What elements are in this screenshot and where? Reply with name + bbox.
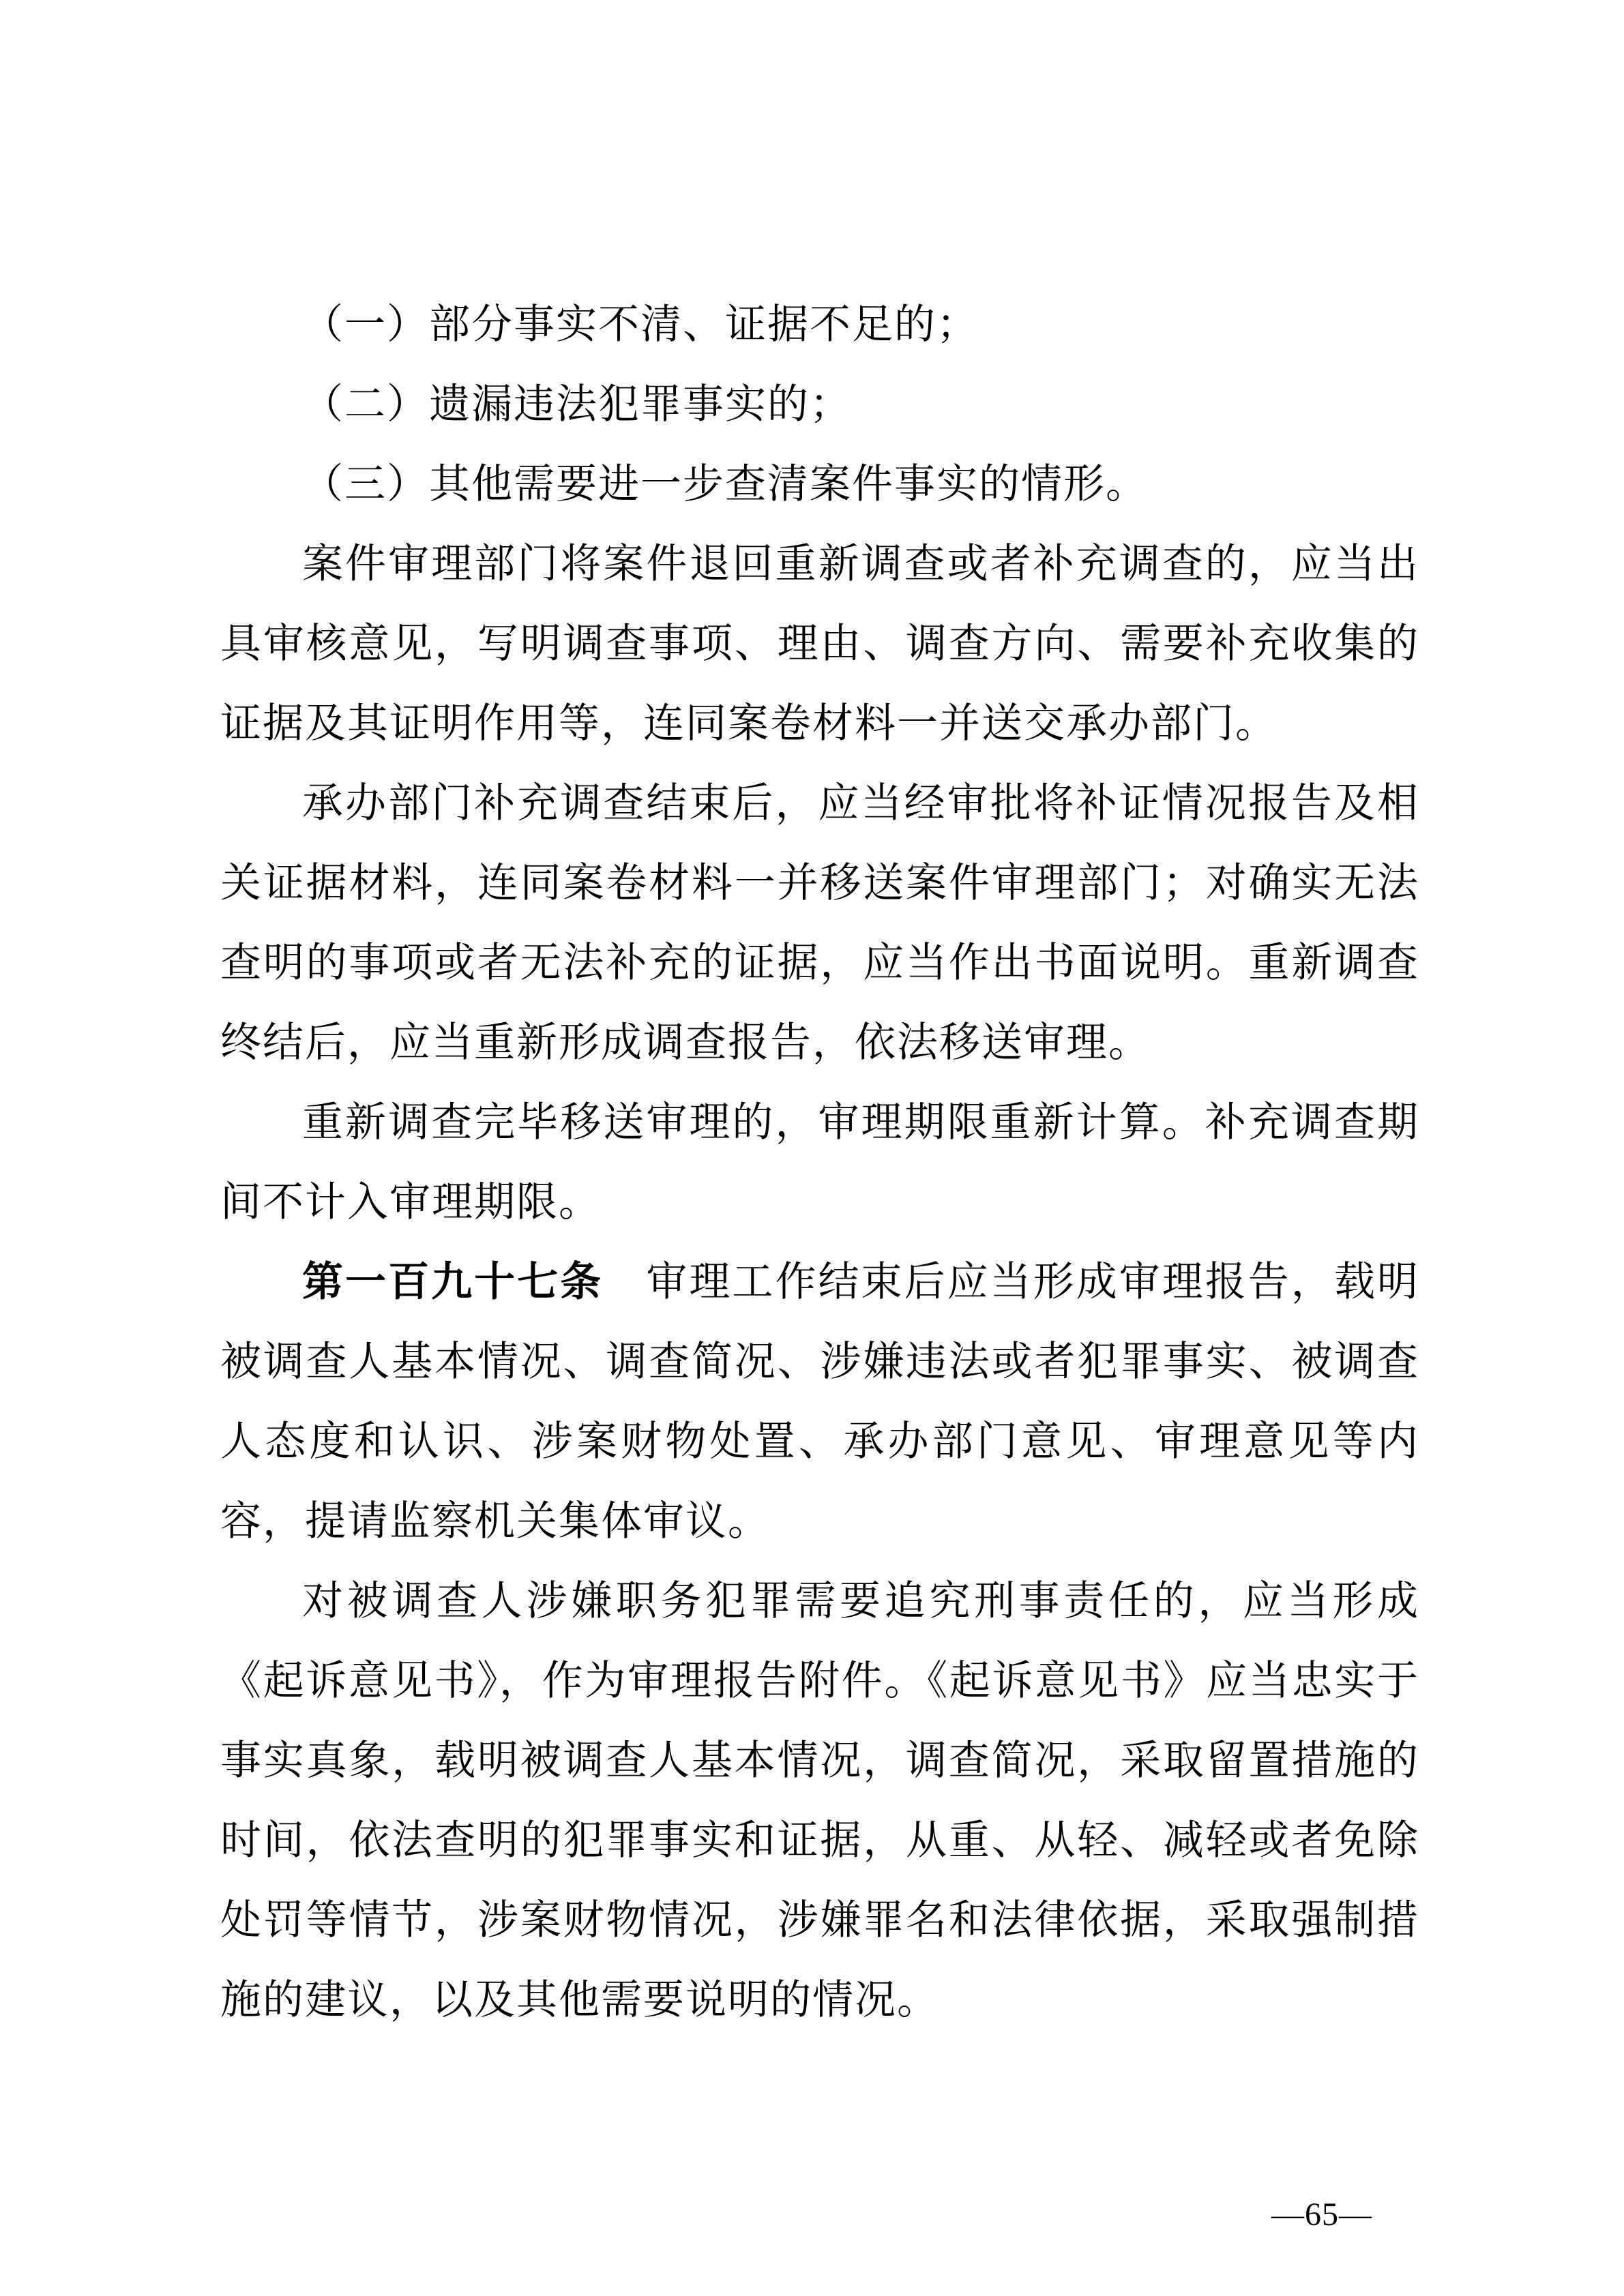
body-text <box>220 285 1419 2040</box>
paragraph-text: 审理工作结束后应当形成审理报告，载明被调查人基本情况、调查简况、涉嫌违法或者犯罪事实、被调查人态度和认识、涉案财物处置、承办部门意见、审理意见等内容，提请监察机关集体审议。 <box>220 1259 1420 1544</box>
paragraph <box>220 1242 1419 1562</box>
paragraph <box>220 365 1419 445</box>
paragraph <box>220 445 1419 524</box>
paragraph <box>220 764 1419 1083</box>
article-gap <box>603 1259 646 1304</box>
page-number: —65— <box>1271 2196 1372 2233</box>
paragraph-text: 承办部门补充调查结束后，应当经审批将补证情况报告及相关证据材料，连同案卷材料一并移送案件审理部门；对确实无法查明的事项或者无法补充的证据，应当作出书面说明。重新调查终结后，应当重新形成调查报告，依法移送审理。 <box>220 781 1419 1065</box>
paragraph-text: （二）遗漏违法犯罪事实的； <box>302 382 852 427</box>
paragraph-text: 案件审理部门将案件退回重新调查或者补充调查的，应当出具审核意见，写明调查事项、理由、调查方向、需要补充收集的证据及其证明作用等，连同案卷材料一并送交承办部门。 <box>220 541 1419 746</box>
paragraph-text: 对被调查人涉嫌职务犯罪需要追究刑事责任的，应当形成《起诉意见书》，作为审理报告附件。《起诉意见书》应当忠实于事实真象，载明被调查人基本情况，调查简况，采取留置措施的时间，依法查明的犯罪事实和证据，从重、从轻、减轻或者免除处罚等情节，涉案财物情况，涉嫌罪名和法律依据，采取强制措施的建议，以及其他需要说明的情况。 <box>220 1579 1419 2023</box>
paragraph-text: 重新调查完毕移送审理的，审理期限重新计算。补充调查期间不计入审理期限。 <box>220 1100 1419 1225</box>
paragraph <box>220 1083 1419 1242</box>
article-number: 第一百九十七条 <box>302 1259 604 1304</box>
paragraph <box>220 524 1419 764</box>
paragraph <box>220 285 1419 365</box>
paragraph <box>220 1562 1419 2040</box>
paragraph-text: （一）部分事实不清、证据不足的； <box>302 302 979 347</box>
paragraph-text: （三）其他需要进一步查清案件事实的情形。 <box>302 462 1148 507</box>
